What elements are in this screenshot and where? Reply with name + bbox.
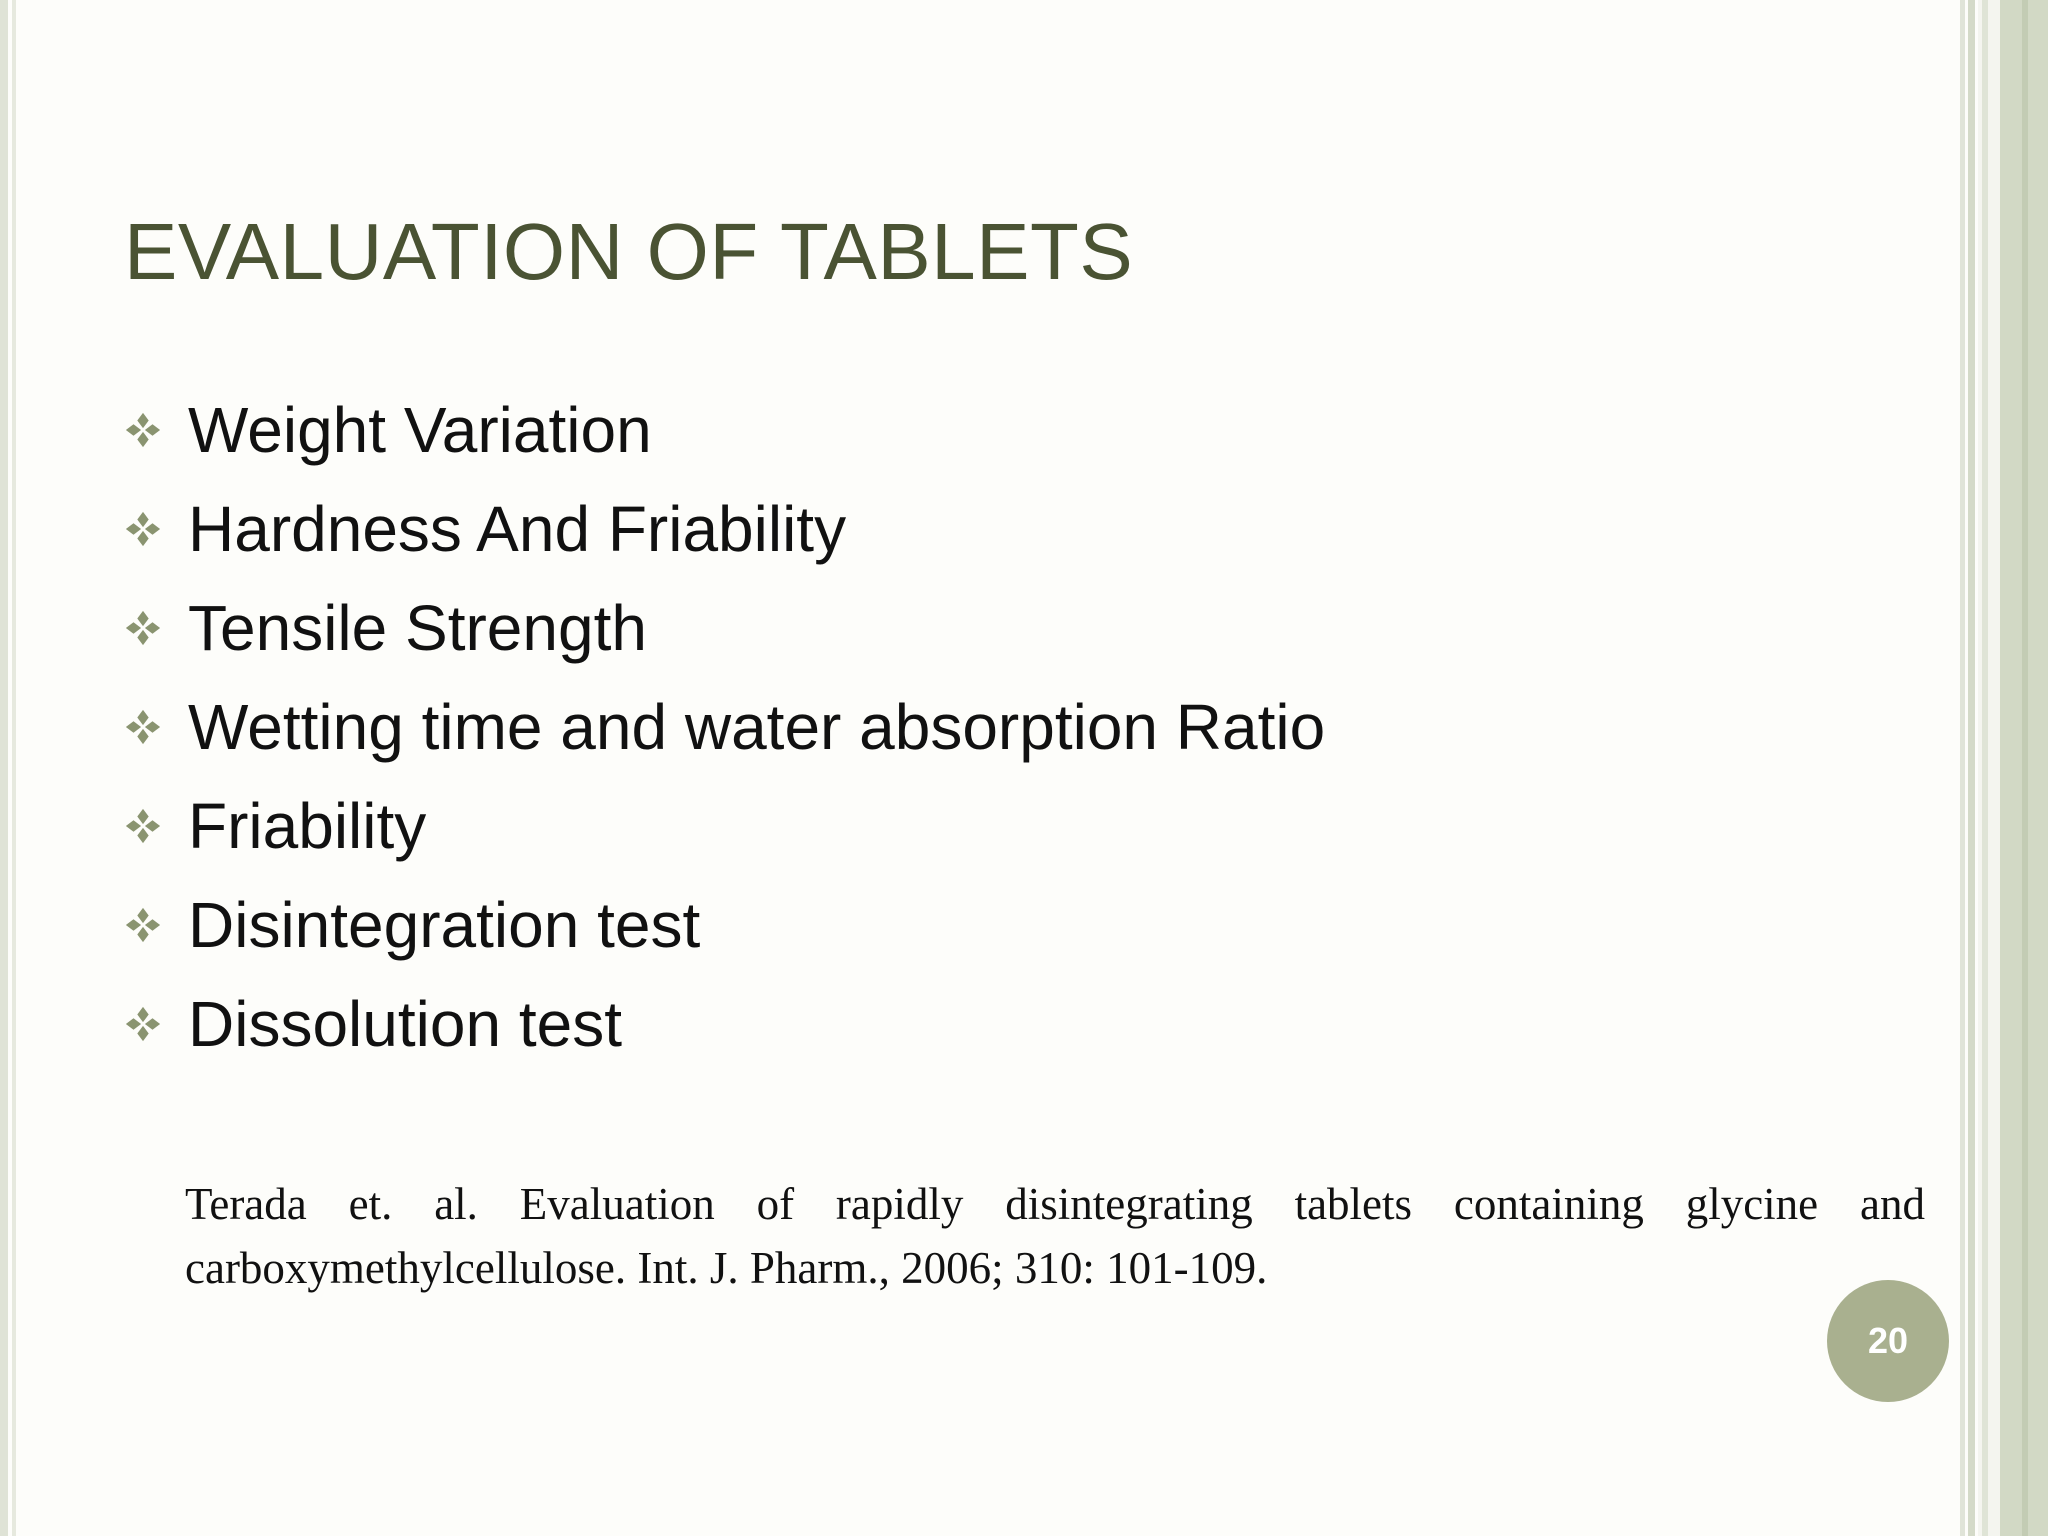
bullet-list (124, 380, 1325, 1073)
bullet-text: Weight Variation (188, 393, 652, 466)
bullet-text: Disintegration test (188, 888, 701, 961)
left-border-bar (0, 0, 8, 1536)
bullet-text: Friability (188, 789, 427, 862)
right-border-bar (1960, 0, 1965, 1536)
bullet-text: Tensile Strength (188, 591, 647, 664)
four-diamond-bullet-icon (124, 1005, 162, 1043)
bullet-text: Dissolution test (188, 987, 622, 1060)
page-number-badge (1827, 1280, 1949, 1402)
slide-title: EVALUATION OF TABLETS (124, 207, 1134, 296)
four-diamond-bullet-icon (124, 807, 162, 845)
right-border-bar (1982, 0, 1988, 1536)
four-diamond-bullet-icon (124, 510, 162, 548)
four-diamond-bullet-icon (124, 609, 162, 647)
right-border-bar (1968, 0, 1975, 1536)
list-item (124, 776, 1325, 875)
list-item (124, 875, 1325, 974)
list-item (124, 380, 1325, 479)
right-border-bar (2022, 0, 2028, 1536)
list-item (124, 677, 1325, 776)
page-number: 20 (1867, 1320, 1909, 1361)
bullet-text: Hardness And Friability (188, 492, 847, 565)
list-item (124, 578, 1325, 677)
list-item (124, 974, 1325, 1073)
four-diamond-bullet-icon (124, 906, 162, 944)
four-diamond-bullet-icon (124, 708, 162, 746)
list-item (124, 479, 1325, 578)
citation-text: Terada et. al. Evaluation of rapidly disintegrating tablets containing glycine and carboxymethylcellulose. Int. J. Pharm., 2006; 310: 101-109. (185, 1179, 1925, 1293)
bullet-text: Wetting time and water absorption Ratio (188, 690, 1326, 763)
left-border-bar (12, 0, 16, 1536)
four-diamond-bullet-icon (124, 411, 162, 449)
